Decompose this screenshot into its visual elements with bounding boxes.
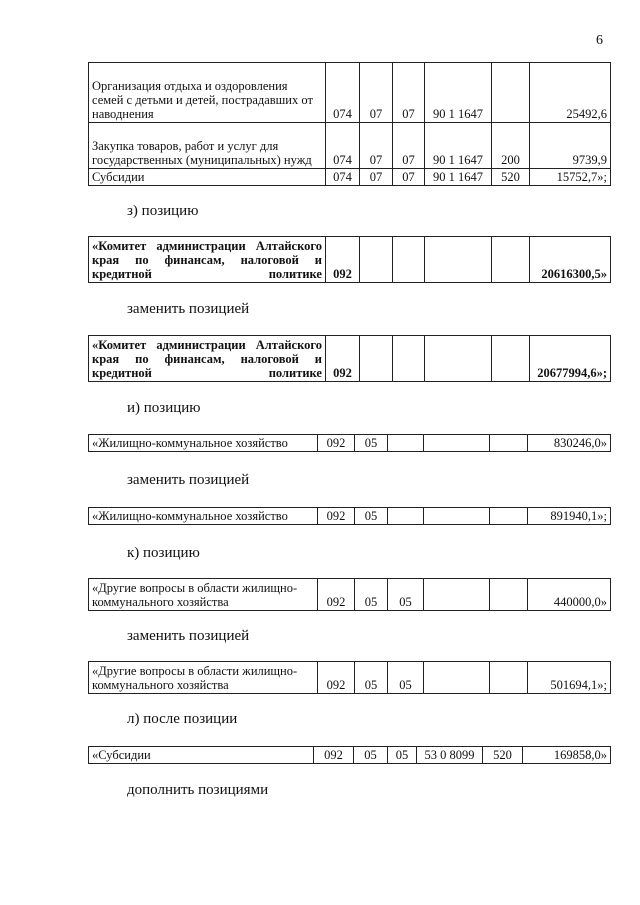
cell-target: 90 1 1647 [425,123,492,169]
row-name: Закупка товаров, работ и услуг для государственных (муниципальных) нужд [89,123,326,169]
cell-subsection [388,435,424,452]
cell-subsection: 07 [393,123,425,169]
table-row [89,169,611,186]
cell-section: 05 [355,579,388,611]
table-row [89,747,611,764]
cell-amount: 501694,1»; [528,662,611,694]
row-name: «Комитет администрации Алтайского края по финансам, налоговой и кредитной политике [89,237,326,283]
cell-section: 05 [355,435,388,452]
cell-target [424,435,490,452]
row-name: «Жилищно-коммунальное хозяйство [89,435,318,452]
table-row [89,579,611,611]
cell-target: 53 0 8099 [417,747,483,764]
row-name: Организация отдыха и оздоровления семей с детьми и детей, пострадавших от наводнения [89,63,326,123]
cell-amount: 15752,7»; [530,169,611,186]
cell-target [424,579,490,611]
cell-section: 07 [360,169,393,186]
cell-section [360,237,393,283]
cell-section: 05 [355,662,388,694]
position-table-z-new [88,335,611,382]
page-number: 6 [596,33,603,48]
table-row [89,435,611,452]
paragraph-add: дополнить позициями [127,782,269,798]
cell-ministry: 074 [326,63,360,123]
budget-table-continuation [88,62,611,186]
cell-target: 90 1 1647 [425,169,492,186]
cell-amount: 20677994,6»; [530,336,611,382]
cell-ministry: 074 [326,169,360,186]
cell-ministry: 092 [318,579,355,611]
paragraph-l: л) после позиции [127,711,238,727]
row-name: «Комитет администрации Алтайского края по финансам, налоговой и кредитной политике [89,336,326,382]
table-row [89,63,611,123]
cell-amount: 9739,9 [530,123,611,169]
cell-section [360,336,393,382]
cell-amount: 891940,1»; [528,508,611,525]
cell-target [424,662,490,694]
cell-section: 05 [354,747,388,764]
row-name: «Жилищно-коммунальное хозяйство [89,508,318,525]
cell-ministry: 092 [318,662,355,694]
table-row [89,123,611,169]
cell-target [425,336,492,382]
paragraph-k: к) позицию [127,545,200,561]
cell-ministry: 092 [326,336,360,382]
cell-target: 90 1 1647 [425,63,492,123]
cell-target [425,237,492,283]
cell-ministry: 074 [326,123,360,169]
cell-section: 07 [360,123,393,169]
cell-expense-type: 520 [492,169,530,186]
paragraph-replace: заменить позицией [127,301,250,317]
cell-subsection: 07 [393,63,425,123]
paragraph-replace: заменить позицией [127,628,250,644]
cell-ministry: 092 [326,237,360,283]
cell-expense-type [492,237,530,283]
cell-expense-type [492,63,530,123]
paragraph-z: з) позицию [127,203,199,219]
position-table-k-new [88,661,611,694]
row-name: «Другие вопросы в области жилищно-коммунального хозяйства [89,662,318,694]
paragraph-i: и) позицию [127,400,201,416]
cell-amount: 169858,0» [523,747,611,764]
cell-amount: 440000,0» [528,579,611,611]
table-row [89,336,611,382]
cell-section: 07 [360,63,393,123]
position-table-i-old [88,434,611,452]
table-row [89,508,611,525]
cell-expense-type: 520 [483,747,523,764]
cell-subsection [388,508,424,525]
table-row [89,237,611,283]
row-name: «Субсидии [89,747,314,764]
row-name: «Другие вопросы в области жилищно-коммунального хозяйства [89,579,318,611]
cell-subsection [393,237,425,283]
cell-subsection: 05 [388,662,424,694]
cell-target [424,508,490,525]
cell-expense-type: 200 [492,123,530,169]
cell-subsection: 05 [388,579,424,611]
cell-subsection: 07 [393,169,425,186]
table-row [89,662,611,694]
cell-ministry: 092 [314,747,354,764]
paragraph-replace: заменить позицией [127,472,250,488]
position-table-i-new [88,507,611,525]
cell-expense-type [490,508,528,525]
row-name: Субсидии [89,169,326,186]
cell-expense-type [490,435,528,452]
cell-expense-type [490,662,528,694]
cell-amount: 830246,0» [528,435,611,452]
cell-subsection [393,336,425,382]
position-table-k-old [88,578,611,611]
cell-expense-type [490,579,528,611]
position-table-l [88,746,611,764]
cell-expense-type [492,336,530,382]
cell-subsection: 05 [388,747,417,764]
cell-ministry: 092 [318,435,355,452]
cell-section: 05 [355,508,388,525]
cell-amount: 25492,6 [530,63,611,123]
cell-amount: 20616300,5» [530,237,611,283]
position-table-z-old [88,236,611,283]
cell-ministry: 092 [318,508,355,525]
